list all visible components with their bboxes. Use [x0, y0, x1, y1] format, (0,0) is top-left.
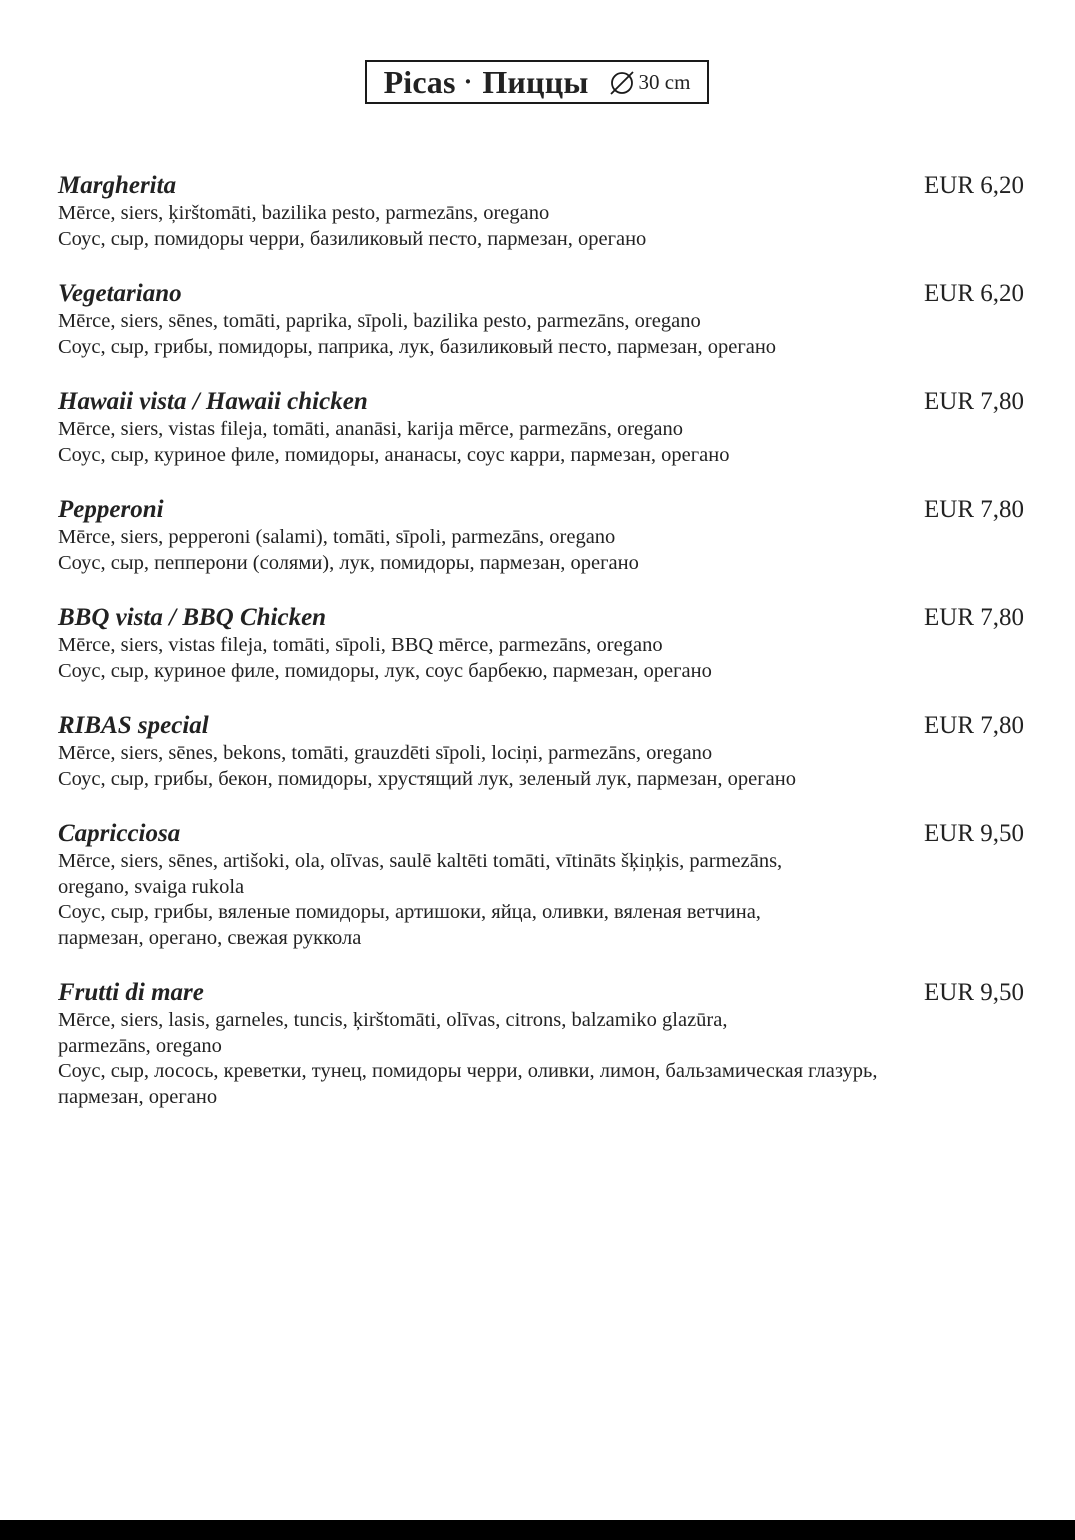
item-description-ru: Соус, сыр, грибы, вяленые помидоры, артишоки, яйца, оливки, вяленая ветчина, пармезан, орегано, свежая руккола: [58, 901, 761, 949]
item-description-lv: Mērce, siers, vistas fileja, tomāti, sīpoli, BBQ mērce, parmezāns, oregano: [58, 634, 663, 656]
item-price: EUR 7,80: [924, 604, 1024, 631]
item-description-lv: Mērce, siers, pepperoni (salami), tomāti, sīpoli, parmezāns, oregano: [58, 526, 616, 548]
item-name: Capricciosa: [58, 820, 181, 847]
menu-item: [58, 710, 1028, 792]
pizza-menu-list: [58, 170, 1028, 1136]
title-russian: Пиццы: [482, 63, 589, 100]
item-description-ru: Соус, сыр, помидоры черри, базиликовый песто, пармезан, орегано: [58, 227, 647, 250]
item-price: EUR 9,50: [924, 979, 1024, 1006]
item-description-ru: Соус, сыр, лосось, креветки, тунец, помидоры черри, оливки, лимон, бальзамическая глазурь, пармезан, орегано: [58, 1060, 878, 1108]
menu-item: [58, 494, 1028, 576]
item-price: EUR 6,20: [924, 172, 1024, 199]
item-name: BBQ vista / BBQ Chicken: [58, 604, 327, 631]
menu-item: [58, 602, 1028, 684]
menu-item: [58, 170, 1028, 252]
pizza-size: 30 cm: [638, 69, 691, 94]
menu-item: [58, 818, 1028, 951]
item-description-ru: Соус, сыр, пепперони (солями), лук, помидоры, пармезан, орегано: [58, 551, 639, 574]
item-description-lv: Mērce, siers, sēnes, bekons, tomāti, grauzdēti sīpoli, lociņi, parmezāns, oregano: [58, 742, 713, 764]
item-description-lv: Mērce, siers, ķirštomāti, bazilika pesto, parmezāns, oregano: [58, 202, 550, 224]
menu-section-title: [365, 60, 709, 104]
item-description-lv: Mērce, siers, sēnes, artišoki, ola, olīvas, saulē kaltēti tomāti, vītināts šķiņķis, parmezāns, oregano, svaiga rukola: [58, 850, 783, 898]
title-latvian: Picas: [383, 63, 456, 100]
item-name: Pepperoni: [58, 496, 164, 523]
item-price: EUR 7,80: [924, 496, 1024, 523]
item-description-ru: Соус, сыр, грибы, бекон, помидоры, хрустящий лук, зеленый лук, пармезан, орегано: [58, 767, 796, 790]
item-price: EUR 6,20: [924, 280, 1024, 307]
item-price: EUR 9,50: [924, 820, 1024, 847]
bottom-bar: [0, 1520, 1075, 1540]
menu-item: [58, 278, 1028, 360]
item-name: Margherita: [58, 172, 177, 199]
item-description-lv: Mērce, siers, lasis, garneles, tuncis, ķirštomāti, olīvas, citrons, balzamiko glazūra, parmezāns, oregano: [58, 1009, 728, 1057]
menu-item: [58, 386, 1028, 468]
menu-item: [58, 977, 1028, 1110]
item-name: Frutti di mare: [58, 979, 204, 1006]
item-name: Vegetariano: [58, 280, 182, 307]
item-description-lv: Mērce, siers, vistas fileja, tomāti, ananāsi, karija mērce, parmezāns, oregano: [58, 418, 683, 440]
item-description-ru: Соус, сыр, грибы, помидоры, паприка, лук, базиликовый песто, пармезан, орегано: [58, 335, 777, 358]
item-name: RIBAS special: [58, 712, 209, 739]
item-description-lv: Mērce, siers, sēnes, tomāti, paprika, sīpoli, bazilika pesto, parmezāns, oregano: [58, 310, 701, 332]
item-name: Hawaii vista / Hawaii chicken: [58, 388, 368, 415]
item-price: EUR 7,80: [924, 388, 1024, 415]
item-description-ru: Соус, сыр, куриное филе, помидоры, лук, соус барбекю, пармезан, орегано: [58, 659, 712, 682]
diameter-icon: [609, 70, 635, 96]
item-description-ru: Соус, сыр, куриное филе, помидоры, ананасы, соус карри, пармезан, орегано: [58, 443, 730, 466]
title-separator: ·: [463, 67, 473, 96]
item-price: EUR 7,80: [924, 712, 1024, 739]
